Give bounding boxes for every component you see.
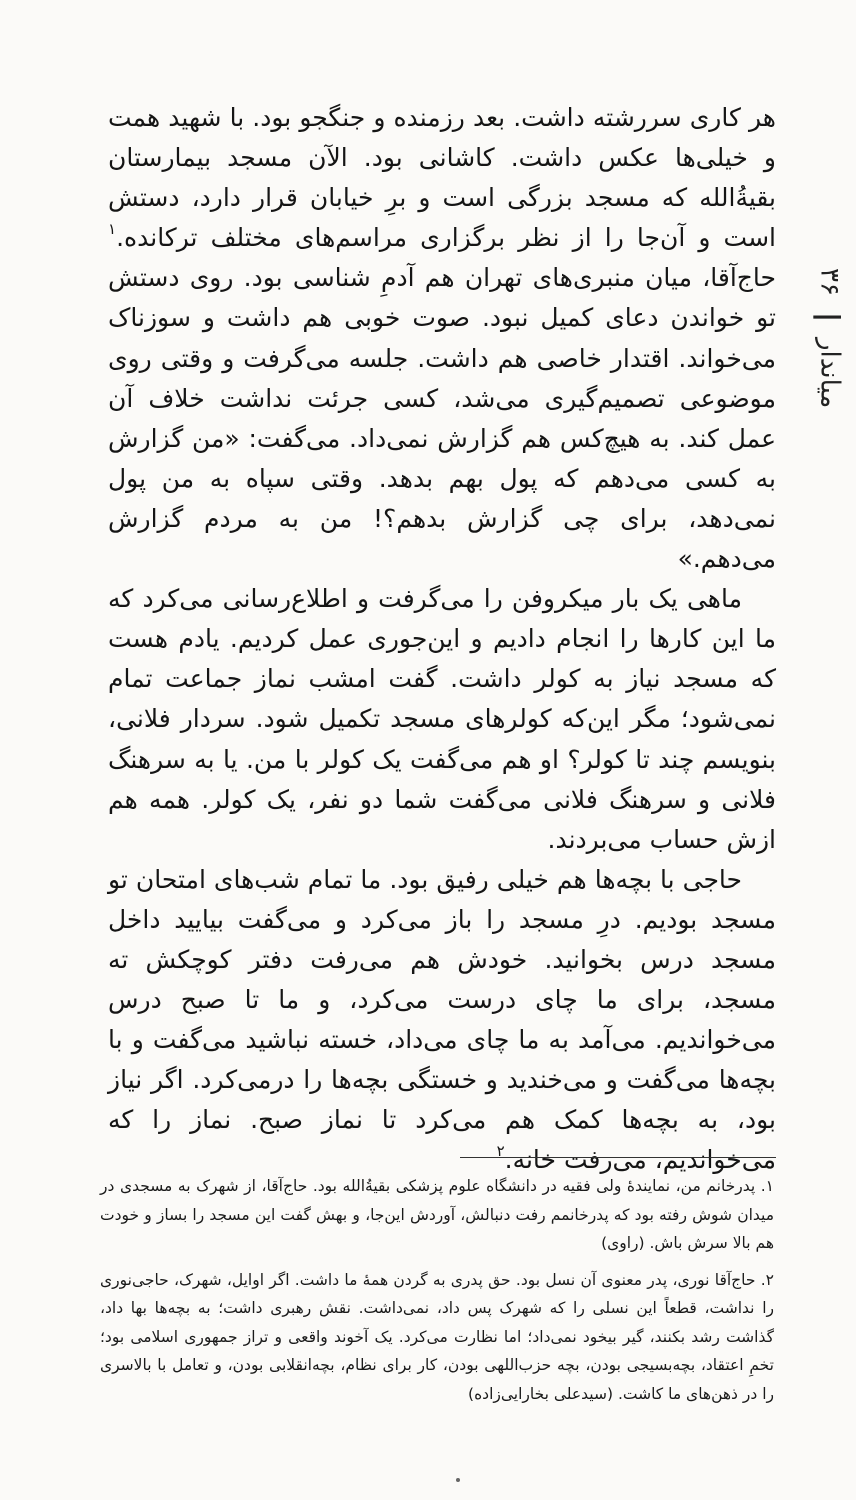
running-head [813,268,846,409]
page-number: ۳۶ [814,268,845,296]
footnote-ref-2: ۲ [496,1142,505,1161]
header-separator: | [813,311,846,323]
page-mark [456,1478,460,1482]
footnote-2: ۲. حاج‌آقا نوری، پدر معنوی آن نسل بود. حق پدری به گردن همهٔ ما داشت. اگر اوایل، شهرک، حاجی‌نوری را نداشت، قطعاً این نسلی را که شهرک پس داد، نمی‌داشت. نقش رهبری داشت؛ به بچه‌ها بها داد، گذاشت رشد بکنند، گیر بیخود نمی‌داد؛ اما نظارت می‌کرد. یک آخوند واقعی و تراز جمهوری اسلامی بود؛ تخمِ اعتقاد، بچه‌بسیجی بودن، بچه حزب‌اللهی بودن، کار برای نظام، بچه‌انقلابی بودن، و تعامل با بالاسری را در ذهن‌های ما کاشت. (سیدعلی بخارایی‌زاده) [100,1270,774,1403]
paragraph-2: ماهی یک بار میکروفن را می‌گرفت و اطلاع‌رسانی می‌کرد که ما این کارها را انجام دادیم و این‌جوری عمل کردیم. یادم هست که مسجد نیاز به کولر داشت. گفت امشب نماز جماعت تمام نمی‌شود؛ مگر این‌که کولرهای مسجد تکمیل شود. سردار فلانی، بنویسم چند تا کولر؟ او هم می‌گفت یک کولر با من. یا به سرهنگ فلانی و سرهنگ فلانی می‌گفت شما دو نفر، یک کولر. همه هم ازش حساب می‌بردند. [108,584,776,854]
footnotes [100,1172,774,1416]
paragraph-1-text: هر کاری سررشته داشت. بعد رزمنده و جنگجو بود. با شهید همت و خیلی‌ها عکس داشت. کاشانی بود. الآن مسجد بیمارستان بقیةُ‌الله که مسجد بزرگی است و برِ خیابان قرار دارد، دستش است و آن‌جا را از نظر برگزاری مراسم‌های مختلف ترکانده. [108,103,776,253]
paragraph-1-continuation: حاج‌آقا، میان منبری‌های تهران هم آدمِ شناسی بود. روی دستش تو خواندن دعای کمیل نبود. صوت خوبی هم داشت و سوزناک می‌خواند. اقتدار خاصی هم داشت. جلسه می‌گرفت و وقتی روی موضوعی تصمیم‌گیری می‌شد، کسی جرئت نداشت خلاف آن عمل کند. به هیچ‌کس هم گزارش نمی‌داد. می‌گفت: «من گزارش به کسی می‌دهم که پول بهم بدهد. وقتی سپاه به من پول نمی‌دهد، برای چی گزارش بدهم؟! من به مردم گزارش می‌دهم.» [108,263,776,574]
book-title: میاندار [814,338,845,409]
paragraph-3-text: حاجی با بچه‌ها هم خیلی رفیق بود. ما تمام شب‌های امتحان تو مسجد بودیم. درِ مسجد را باز می‌کرد و می‌گفت بیایید داخل مسجد درس بخوانید. خودش هم می‌رفت دفتر کوچکش ته مسجد، برای ما چای درست می‌کرد، و ما تا صبح درس می‌خواندیم. می‌آمد به ما چای می‌داد، خسته نباشید می‌گفت و با بچه‌ها می‌گفت و می‌خندید و خستگی بچه‌ها را درمی‌کرد. اگر نیاز بود، به بچه‌ها کمک هم می‌کرد تا نماز صبح. نماز را که می‌خواندیم، می‌رفت خانه. [108,864,776,1175]
main-text [108,98,776,1181]
footnote-1: ۱. پدرخانم من، نمایندهٔ ولی فقیه در دانشگاه علوم پزشکی بقیةُ‌الله بود. حاج‌آقا، از شهرک به مسجدی در میدان شوش رفته بود که پدرخانمم رفت دنبالش، آوردش این‌جا، و بهش گفت این مسجد را بساز و خودت هم بالا سرش باش. (راوی) [100,1177,774,1252]
footnote-divider [460,1157,776,1158]
paragraph-1 [108,98,776,579]
footnote-ref-1: ۱ [108,220,117,239]
paragraph-3 [108,860,776,1181]
